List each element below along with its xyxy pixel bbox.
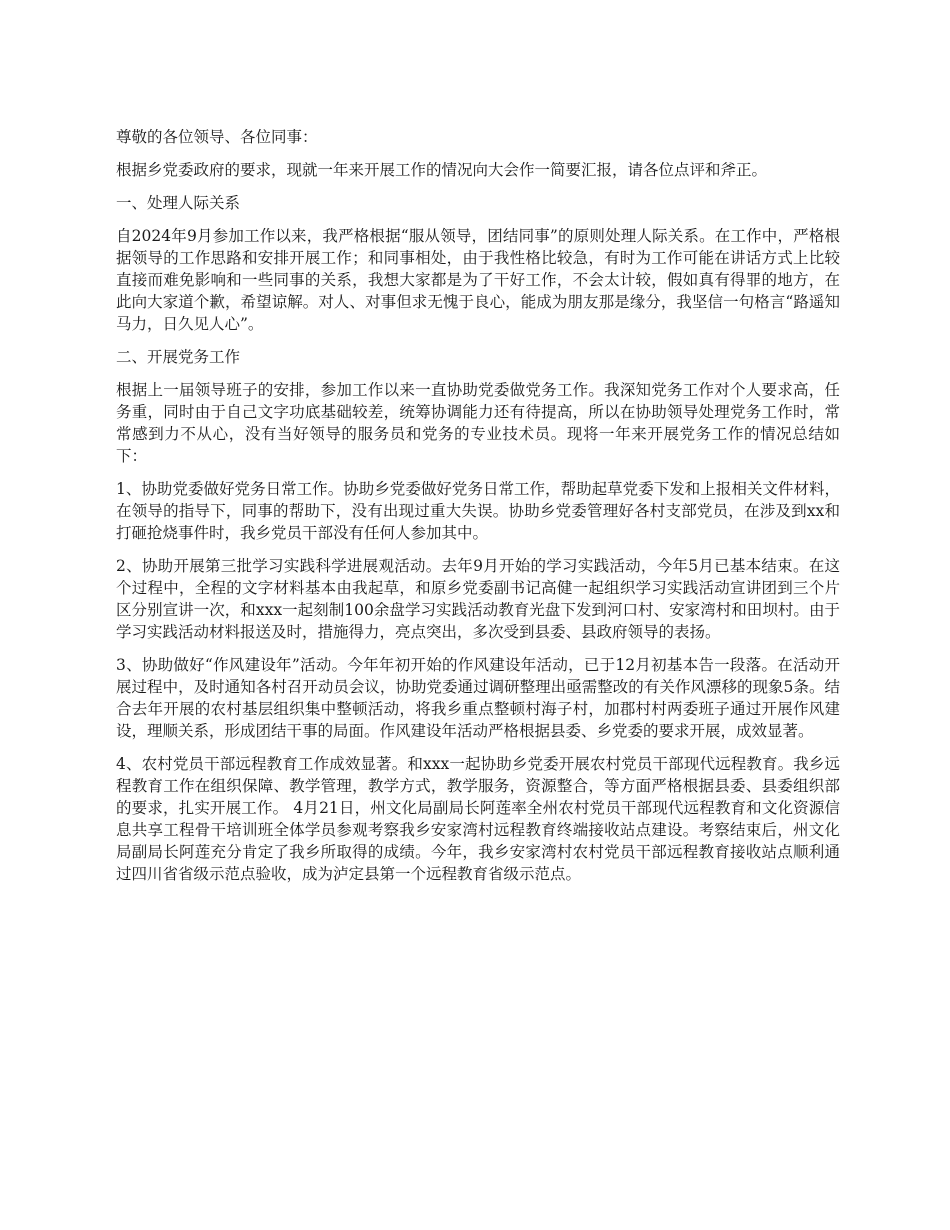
list-item-1: 1、协助党委做好党务日常工作。协助乡党委做好党务日常工作，帮助起草党委下发和上报相关文件材料，在领导的指导下，同事的帮助下，没有出现过重大失误。协助乡党委管理好各村支部党员，在涉及到xx和打砸抢烧事件时，我乡党员干部没有任何人参加其中。 bbox=[116, 480, 840, 542]
greeting: 尊敬的各位领导、各位同事： bbox=[116, 128, 318, 146]
list-item-4: 4、农村党员干部远程教育工作成效显著。和xxx一起协助乡党委开展农村党员干部现代远程教育。我乡远程教育工作在组织保障、教学管理，教学方式，教学服务，资源整合，等方面严格根据县委、县委组织部的要求，扎实开展工作。 4月21日，州文化局副局长阿莲率全州农村党员干部现代远程教育和文化资源信息共享工程骨干培训班全体学员参观考察我乡安家湾村远程教育终端接收站点建设。考察结束后，州文化局副局长阿莲充分肯定了我乡所取得的成绩。今年，我乡安家湾村农村党员干部远程教育接收站点顺利通过四川省省级示范点验收，成为泸定县第一个远程教育省级示范点。 bbox=[116, 755, 840, 883]
section-heading-interpersonal: 一、处理人际关系 bbox=[116, 194, 241, 212]
intro-paragraph: 根据乡党委政府的要求，现就一年来开展工作的情况向大会作一简要汇报，请各位点评和斧正。 bbox=[116, 161, 768, 179]
list-item-2: 2、协助开展第三批学习实践科学进展观活动。去年9月开始的学习实践活动，今年5月已基本结束。在这个过程中，全程的文字材料基本由我起草，和原乡党委副书记高健一起组织学习实践活动宣讲团到三个片区分别宣讲一次，和xxx一起刻制100余盘学习实践活动教育光盘下发到河口村、安家湾村和田坝村。由于学习实践活动材料报送及时，措施得力，亮点突出，多次受到县委、县政府领导的表扬。 bbox=[116, 557, 840, 641]
list-item-3: 3、协助做好“作风建设年”活动。今年年初开始的作风建设年活动，已于12月初基本告一段落。在活动开展过程中，及时通知各村召开动员会议，协助党委通过调研整理出亟需整改的有关作风漂移的现象5条。结合去年开展的农村基层组织集中整顿活动，将我乡重点整顿村海子村，加郡村村两委班子通过开展作风建设，理顺关系，形成团结干事的局面。作风建设年活动严格根据县委、乡党委的要求开展，成效显著。 bbox=[116, 656, 840, 740]
section-intro-party-affairs: 根据上一届领导班子的安排，参加工作以来一直协助党委做党务工作。我深知党务工作对个人要求高，任务重，同时由于自己文字功底基础较差，统筹协调能力还有待提高，所以在协助领导处理党务工作时，常常感到力不从心，没有当好领导的服务员和党务的专业技术员。现将一年来开展党务工作的情况总结如下： bbox=[116, 381, 840, 465]
section-body-interpersonal: 自2024年9月参加工作以来，我严格根据“服从领导，团结同事”的原则处理人际关系。在工作中，严格根据领导的工作思路和安排开展工作；和同事相处，由于我性格比较急，有时为工作可能在讲话方式上比较直接而难免影响和一些同事的关系，我想大家都是为了干好工作，不会太计较，假如真有得罪的地方，在此向大家道个歉，希望谅解。对人、对事但求无愧于良心，能成为朋友那是缘分，我坚信一句格言“路遥知马力，日久见人心”。 bbox=[116, 227, 840, 333]
document-page bbox=[116, 126, 840, 896]
section-heading-party-affairs: 二、开展党务工作 bbox=[116, 348, 241, 366]
